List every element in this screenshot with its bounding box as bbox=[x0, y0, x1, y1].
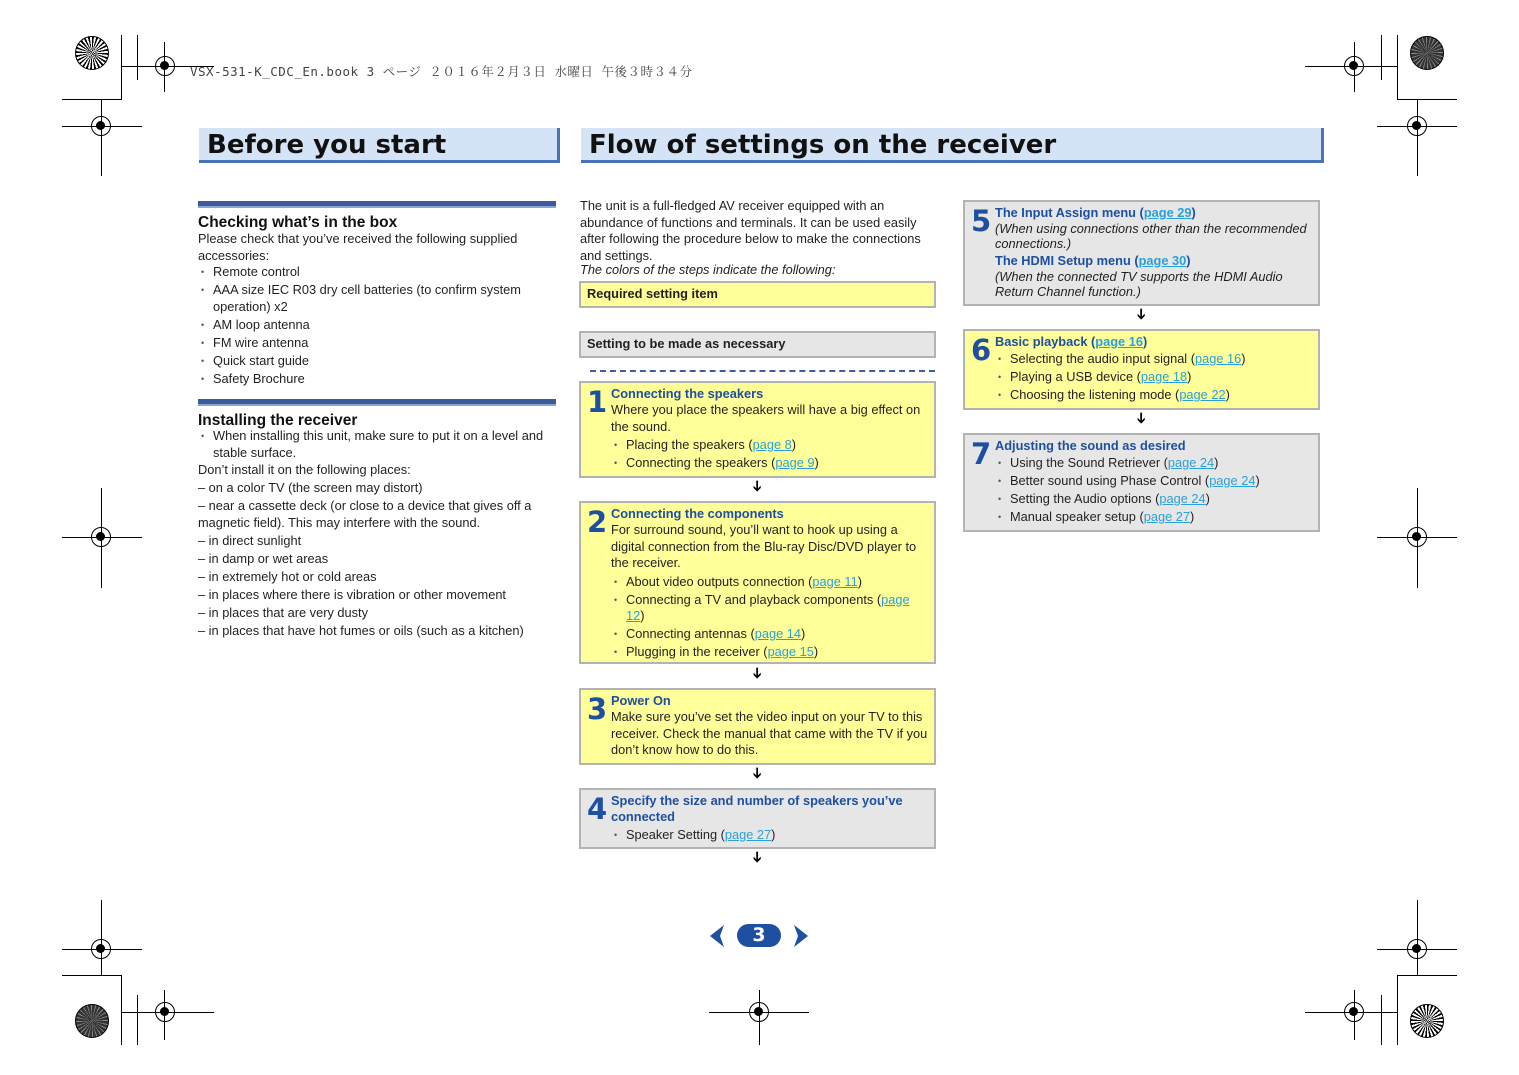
heading-checking-box: Checking what’s in the box bbox=[198, 201, 556, 232]
install-bullet-list bbox=[198, 428, 558, 463]
step-note: (When using connections other than the recommended connections.) bbox=[995, 221, 1307, 251]
page-navigation bbox=[706, 922, 816, 950]
page-link[interactable]: page 27 bbox=[1143, 509, 1190, 524]
list-item: – in direct sunlight bbox=[198, 532, 302, 548]
registration-rosette-icon bbox=[75, 1004, 109, 1038]
page-link[interactable]: page 24 bbox=[1167, 455, 1215, 470]
file-header: VSX-531-K_CDC_En.book 3 ページ ２０１６年２月３日 水曜日 午後３時３４分 bbox=[190, 64, 693, 79]
step-6-box bbox=[963, 329, 1320, 410]
list-item: • About video outputs connection (page 11) bbox=[611, 574, 928, 591]
legend-required: Required setting item bbox=[579, 281, 936, 308]
colors-note: The colors of the steps indicate the following: bbox=[580, 262, 836, 277]
step-title: Connecting the speakers bbox=[611, 386, 764, 401]
step-3-box bbox=[579, 688, 936, 765]
box-intro: Please check that you’ve received the following supplied accessories: bbox=[198, 231, 518, 263]
page-link[interactable]: page 29 bbox=[1143, 205, 1192, 220]
heading-installing: Installing the receiver bbox=[198, 399, 556, 430]
list-item: – near a cassette deck (or close to a device that gives off a magnetic field). This may interfere with the sound. bbox=[198, 498, 532, 530]
list-item: – in extremely hot or cold areas bbox=[198, 568, 377, 584]
legend-optional: Setting to be made as necessary bbox=[579, 331, 936, 358]
flow-arrow-icon: ➔ bbox=[1132, 411, 1150, 425]
page-link[interactable]: page 18 bbox=[1140, 369, 1188, 384]
install-dont: Don’t install it on the following places: bbox=[198, 462, 411, 477]
list-item: • Speaker Setting (page 27) bbox=[611, 827, 928, 844]
list-item: • FM wire antenna bbox=[198, 335, 558, 352]
page-link[interactable]: page 9 bbox=[775, 455, 815, 470]
list-item: • Manual speaker setup (page 27) bbox=[995, 509, 1312, 526]
divider bbox=[590, 370, 935, 372]
page-number-badge bbox=[737, 924, 781, 947]
step-title: The Input Assign menu (page 29) bbox=[995, 205, 1196, 220]
list-item: • Better sound using Phase Control (page 24) bbox=[995, 473, 1312, 490]
step-title: Connecting the components bbox=[611, 506, 784, 521]
registration-rosette-icon bbox=[1410, 1004, 1444, 1038]
page-link[interactable]: page 30 bbox=[1138, 253, 1187, 268]
step-note: (When the connected TV supports the HDMI Audio Return Channel function.) bbox=[995, 269, 1283, 299]
page-link[interactable]: page 11 bbox=[812, 573, 858, 589]
list-item: • Plugging in the receiver (page 15) bbox=[611, 644, 928, 661]
step-title: The HDMI Setup menu (page 30) bbox=[995, 253, 1191, 268]
list-item: • AAA size IEC R03 dry cell batteries (to confirm system operation) x2 bbox=[198, 282, 558, 315]
prev-arrow-icon[interactable] bbox=[708, 924, 726, 948]
page-link[interactable]: page 22 bbox=[1179, 387, 1226, 402]
page-link[interactable]: page 27 bbox=[724, 827, 772, 842]
step-number: 1 bbox=[587, 385, 608, 419]
list-item: – on a color TV (the screen may distort) bbox=[198, 480, 423, 495]
title-before-you-start: Before you start bbox=[199, 128, 560, 163]
step-number: 7 bbox=[971, 437, 992, 471]
page-link[interactable]: page 15 bbox=[767, 644, 814, 659]
step-number: 5 bbox=[971, 204, 992, 238]
step-title: Adjusting the sound as desired bbox=[995, 438, 1186, 453]
title-flow-of-settings: Flow of settings on the receiver bbox=[581, 128, 1324, 163]
flow-arrow-icon: ➔ bbox=[1132, 307, 1150, 321]
page-link[interactable]: page 12 bbox=[626, 591, 910, 623]
step-title: Basic playback (page 16) bbox=[995, 334, 1148, 349]
flow-intro: The unit is a full-fledged AV receiver equipped with an abundance of functions and terminals. It can be used easily after following the procedure below to make the connections and settings. bbox=[580, 198, 921, 263]
list-item: – in places that have hot fumes or oils (such as a kitchen) bbox=[198, 622, 524, 638]
list-item: • When installing this unit, make sure to put it on a level and stable surface. bbox=[198, 428, 558, 461]
box-items-list bbox=[198, 264, 558, 389]
step-1-box bbox=[579, 381, 936, 478]
step-5-box bbox=[963, 200, 1320, 306]
page-link[interactable]: page 24 bbox=[1209, 473, 1256, 488]
page-number: 3 bbox=[752, 924, 766, 946]
page-link[interactable]: page 16 bbox=[1194, 351, 1242, 366]
registration-rosette-icon bbox=[1410, 36, 1444, 70]
step-title: Power On bbox=[611, 693, 671, 708]
step-number: 4 bbox=[587, 792, 608, 826]
page-link[interactable]: page 14 bbox=[754, 626, 802, 641]
list-item: • Remote control bbox=[198, 264, 558, 281]
step-2-box bbox=[579, 501, 936, 664]
list-item: – in places where there is vibration or other movement bbox=[198, 586, 506, 602]
list-item: • Connecting the speakers (page 9) bbox=[611, 455, 928, 472]
flow-arrow-icon: ➔ bbox=[748, 766, 766, 780]
registration-rosette-icon bbox=[75, 36, 109, 70]
step-desc: Make sure you’ve set the video input on your TV to this receiver. Check the manual that came with the TV if you don’t know how to do this. bbox=[611, 709, 928, 757]
step-7-box bbox=[963, 433, 1320, 532]
list-item: • Connecting antennas (page 14) bbox=[611, 626, 928, 643]
next-arrow-icon[interactable] bbox=[792, 924, 810, 948]
flow-arrow-icon: ➔ bbox=[748, 479, 766, 493]
list-item: • AM loop antenna bbox=[198, 317, 558, 334]
step-desc: Where you place the speakers will have a big effect on the sound. bbox=[611, 402, 921, 434]
step-4-box bbox=[579, 788, 936, 849]
list-item: • Selecting the audio input signal (page 16) bbox=[995, 351, 1312, 368]
page-link[interactable]: page 24 bbox=[1159, 491, 1206, 506]
list-item: • Playing a USB device (page 18) bbox=[995, 369, 1312, 386]
list-item: • Safety Brochure bbox=[198, 371, 558, 388]
list-item: • Quick start guide bbox=[198, 353, 558, 370]
page-link[interactable]: page 16 bbox=[1095, 334, 1143, 349]
list-item: • Connecting a TV and playback components (page 12) bbox=[611, 592, 928, 625]
list-item: • Placing the speakers (page 8) bbox=[611, 437, 928, 454]
list-item: – in damp or wet areas bbox=[198, 550, 329, 566]
list-item: – in places that are very dusty bbox=[198, 604, 369, 620]
list-item: • Setting the Audio options (page 24) bbox=[995, 491, 1312, 508]
step-number: 6 bbox=[971, 333, 992, 367]
flow-arrow-icon: ➔ bbox=[748, 850, 766, 864]
list-item: • Choosing the listening mode (page 22) bbox=[995, 387, 1312, 404]
step-title: Specify the size and number of speakers you’ve connected bbox=[611, 793, 903, 824]
flow-arrow-icon: ➔ bbox=[748, 666, 766, 680]
install-places-list bbox=[198, 480, 558, 641]
step-desc: For surround sound, you’ll want to hook up using a digital connection from the Blu-ray Disc/DVD player to the receiver. bbox=[611, 522, 917, 570]
step-number: 2 bbox=[587, 505, 608, 539]
list-item: • Using the Sound Retriever (page 24) bbox=[995, 455, 1312, 472]
page-link[interactable]: page 8 bbox=[752, 437, 792, 452]
step-number: 3 bbox=[587, 692, 608, 726]
